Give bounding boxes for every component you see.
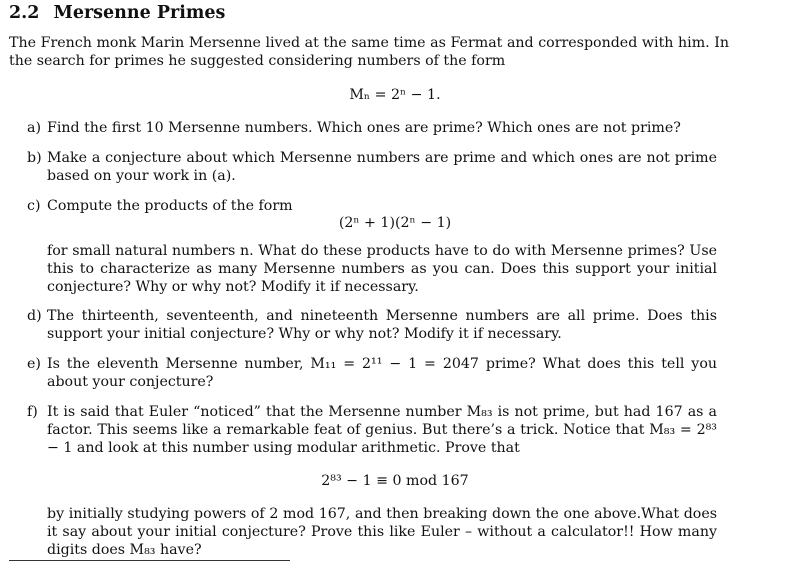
footnote-rule (9, 560, 290, 561)
exercise-b (27, 149, 717, 185)
mersenne-formula: Mₙ = 2ⁿ − 1. (349, 87, 441, 103)
congruence-equation: 2⁸³ − 1 ≡ 0 mod 167 (321, 473, 469, 489)
exercise-text: Is the eleventh Mersenne number, M₁₁ = 2¹¹ − 1 = 2047 prime? What does this tell you about your conjecture? (47, 356, 717, 390)
exercise-c-continued (27, 242, 717, 296)
exercise-text: Compute the products of the form (47, 198, 293, 214)
exercise-a (27, 119, 717, 137)
exercise-text: by initially studying powers of 2 mod 167, and then breaking down the one above.What does it say about your initial conjecture? Prove this like Euler – without a calculator!! How many digits does M₈₃ have? (47, 506, 717, 558)
exercise-c (27, 197, 717, 215)
section-title: Mersenne Primes (53, 3, 226, 23)
section-number: 2.2 (9, 3, 40, 23)
exercise-e (27, 355, 717, 391)
product-equation: (2ⁿ + 1)(2ⁿ − 1) (338, 215, 452, 231)
exercise-text: Find the first 10 Mersenne numbers. Which ones are prime? Which ones are not prime? (47, 120, 681, 136)
exercise-label: d) (27, 308, 42, 324)
exercise-f (27, 403, 717, 457)
exercise-f-continued (27, 505, 717, 559)
exercise-label: e) (27, 356, 41, 372)
exercise-label: f) (27, 404, 38, 420)
exercise-text: for small natural numbers n. What do these products have to do with Mersenne primes? Use this to characterize as many Mersenne numbers as you can. Does this support your initial conjecture? Why or why not? Modify it if necessary. (47, 243, 717, 295)
exercise-text: The thirteenth, seventeenth, and nineteenth Mersenne numbers are all prime. Does this support your initial conjecture? Why or why not? Modify it if necessary. (47, 308, 717, 342)
exercise-label: b) (27, 150, 42, 166)
section-heading (9, 4, 225, 22)
exercise-d (27, 307, 717, 343)
exercise-text: Make a conjecture about which Mersenne numbers are prime and which ones are not prime based on your work in (a). (47, 150, 717, 184)
exercise-text: It is said that Euler “noticed” that the Mersenne number M₈₃ is not prime, but had 167 as a factor. This seems like a remarkable feat of genius. But there’s a trick. Notice that M₈₃ = 2⁸³ − 1 and look at this number using modular arithmetic. Prove that (47, 404, 717, 456)
intro-paragraph: The French monk Marin Mersenne lived at the same time as Fermat and corresponded with him. In the search for primes he suggested considering numbers of the form (9, 35, 729, 69)
exercise-label: a) (27, 120, 41, 136)
exercise-label: c) (27, 198, 41, 214)
